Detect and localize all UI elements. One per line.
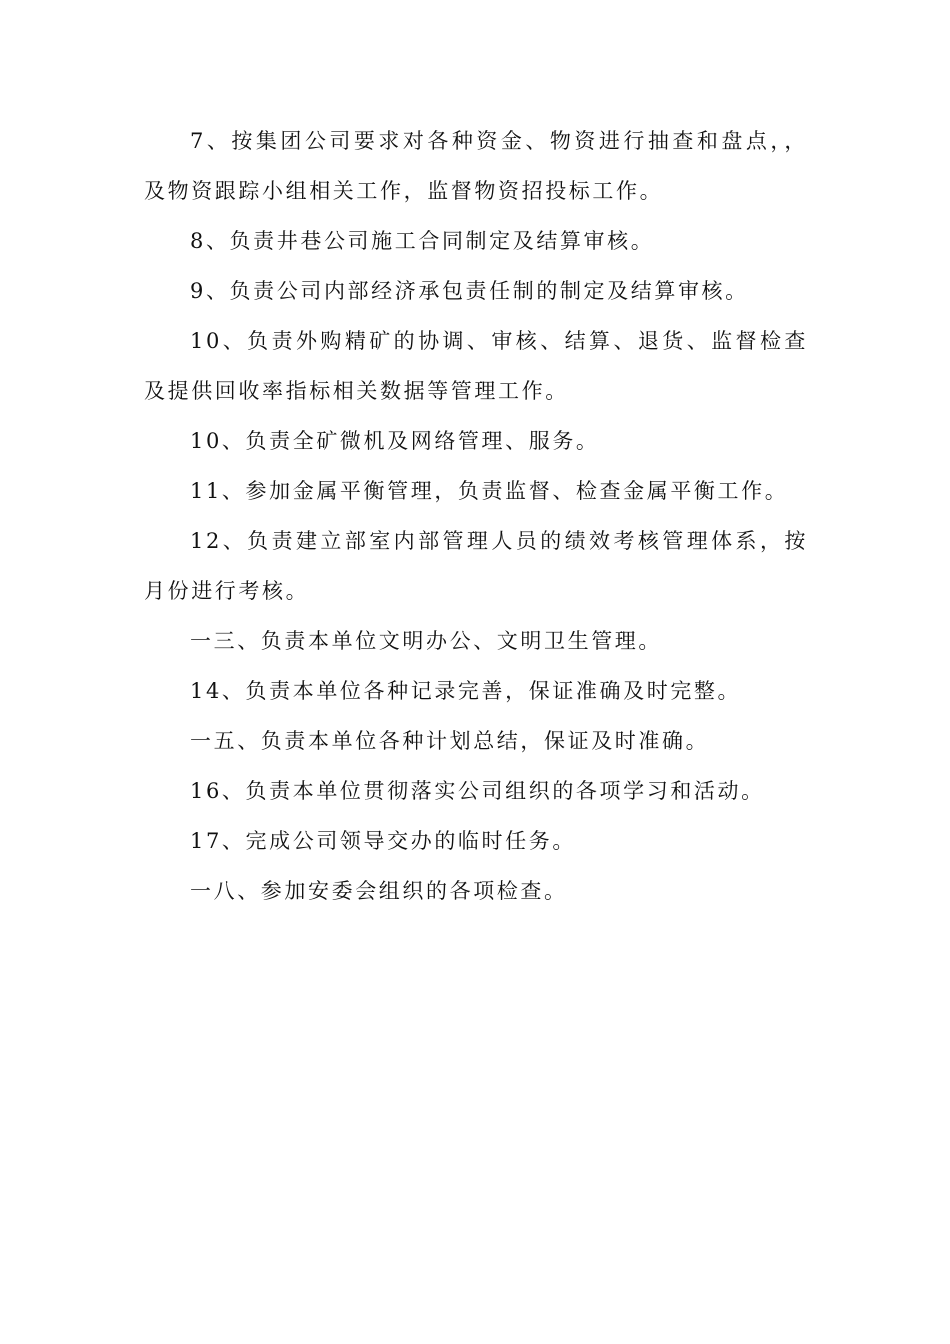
paragraph-item-17: 17、完成公司领导交办的临时任务。	[190, 829, 576, 853]
paragraph-item-18: 一八、参加安委会组织的各项检查。	[190, 879, 568, 903]
paragraph-item-13: 一三、负责本单位文明办公、文明卫生管理。	[190, 629, 662, 653]
paragraph-item-10a: 10、负责外购精矿的协调、审核、结算、退货、监督检查及提供回收率指标相关数据等管理工作。	[144, 329, 808, 403]
paragraph-item-9: 9、负责公司内部经济承包责任制的制定及结算审核。	[190, 279, 749, 303]
document-body	[144, 116, 808, 916]
paragraph-item-16: 16、负责本单位贯彻落实公司组织的各项学习和活动。	[190, 779, 765, 803]
paragraph-item-11: 11、参加金属平衡管理，负责监督、检查金属平衡工作。	[190, 479, 789, 503]
paragraph-item-7: 7、按集团公司要求对各种资金、物资进行抽查和盘点，，及物资跟踪小组相关工作，监督物资招投标工作。	[144, 129, 808, 203]
paragraph-item-14: 14、负责本单位各种记录完善，保证准确及时完整。	[190, 679, 742, 703]
paragraph-item-10b: 10、负责全矿微机及网络管理、服务。	[190, 429, 600, 453]
paragraph-item-15: 一五、负责本单位各种计划总结，保证及时准确。	[190, 729, 710, 753]
paragraph-item-8: 8、负责井巷公司施工合同制定及结算审核。	[190, 229, 655, 253]
paragraph-item-12: 12、负责建立部室内部管理人员的绩效考核管理体系，按月份进行考核。	[144, 529, 808, 603]
